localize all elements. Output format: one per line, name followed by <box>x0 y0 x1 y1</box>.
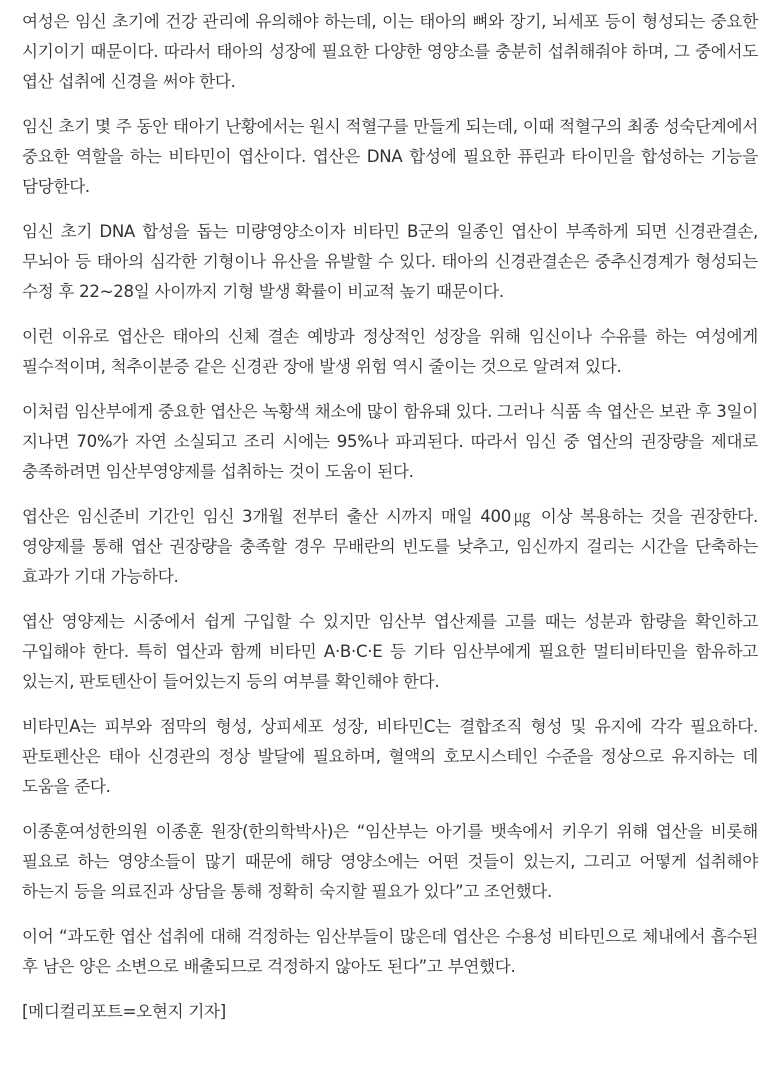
article-paragraph-8: 비타민A는 피부와 점막의 형성, 상피세포 성장, 비타민C는 결합조직 형성 및 유지에 각각 필요하다. 판토펜산은 태아 신경관의 정상 발달에 필요하며, 혈액의 호모시스테인 수준을 정상으로 유지하는 데 도움을 준다. <box>22 717 758 796</box>
article-byline: [메디컬리포트=오현지 기자] <box>22 1002 226 1021</box>
article-paragraph-6: 엽산은 임신준비 기간인 임신 3개월 전부터 출산 시까지 매일 400㎍ 이상 복용하는 것을 권장한다. 영양제를 통해 엽산 권장량을 충족할 경우 무배란의 빈도를 낮추고, 임신까지 걸리는 시간을 단축하는 효과가 기대 가능하다. <box>22 507 758 586</box>
article-paragraph-7: 엽산 영양제는 시중에서 쉽게 구입할 수 있지만 임산부 엽산제를 고를 때는 성분과 함량을 확인하고 구입해야 한다. 특히 엽산과 함께 비타민 A·B·C·E 등 기타 임산부에게 필요한 멀티비타민을 함유하고 있는지, 판토텐산이 들어있는지 등의 여부를 확인해야 한다. <box>22 612 758 691</box>
article-paragraph-3: 임신 초기 DNA 합성을 돕는 미량영양소이자 비타민 B군의 일종인 엽산이 부족하게 되면 신경관결손, 무뇌아 등 태아의 심각한 기형이나 유산을 유발할 수 있다. 태아의 신경관결손은 중추신경계가 형성되는 수정 후 22~28일 사이까지 기형 발생 확률이 비교적 높기 때문이다. <box>22 222 758 301</box>
article-paragraph-2: 임신 초기 몇 주 동안 태아기 난황에서는 원시 적혈구를 만들게 되는데, 이때 적혈구의 최종 성숙단계에서 중요한 역할을 하는 비타민이 엽산이다. 엽산은 DNA 합성에 필요한 퓨린과 타이민을 합성하는 기능을 담당한다. <box>22 117 758 196</box>
article-paragraph-9: 이종훈여성한의원 이종훈 원장(한의학박사)은 “임산부는 아기를 뱃속에서 키우기 위해 엽산을 비롯해 필요로 하는 영양소들이 많기 때문에 해당 영양소에는 어떤 것들이 있는지, 그리고 어떻게 섭취해야 하는지 등을 의료진과 상담을 통해 정확히 숙지할 필요가 있다”고 조언했다. <box>22 822 758 901</box>
article-paragraph-4: 이런 이유로 엽산은 태아의 신체 결손 예방과 정상적인 성장을 위해 임신이나 수유를 하는 여성에게 필수적이며, 척추이분증 같은 신경관 장애 발생 위험 역시 줄이는 것으로 알려져 있다. <box>22 327 758 376</box>
article-paragraph-5: 이처럼 임산부에게 중요한 엽산은 녹황색 채소에 많이 함유돼 있다. 그러나 식품 속 엽산은 보관 후 3일이 지나면 70%가 자연 소실되고 조리 시에는 95%나 파괴된다. 따라서 임신 중 엽산의 권장량을 제대로 충족하려면 임산부영양제를 섭취하는 것이 도움이 된다. <box>22 402 758 481</box>
article-paragraph-1: 여성은 임신 초기에 건강 관리에 유의해야 하는데, 이는 태아의 뼈와 장기, 뇌세포 등이 형성되는 중요한 시기이기 때문이다. 따라서 태아의 성장에 필요한 다양한 영양소를 충분히 섭취해줘야 하며, 그 중에서도 엽산 섭취에 신경을 써야 한다. <box>22 12 758 91</box>
article-paragraph-10: 이어 “과도한 엽산 섭취에 대해 걱정하는 임산부들이 많은데 엽산은 수용성 비타민으로 체내에서 흡수된 후 남은 양은 소변으로 배출되므로 걱정하지 않아도 된다”고 부연했다. <box>22 927 758 976</box>
